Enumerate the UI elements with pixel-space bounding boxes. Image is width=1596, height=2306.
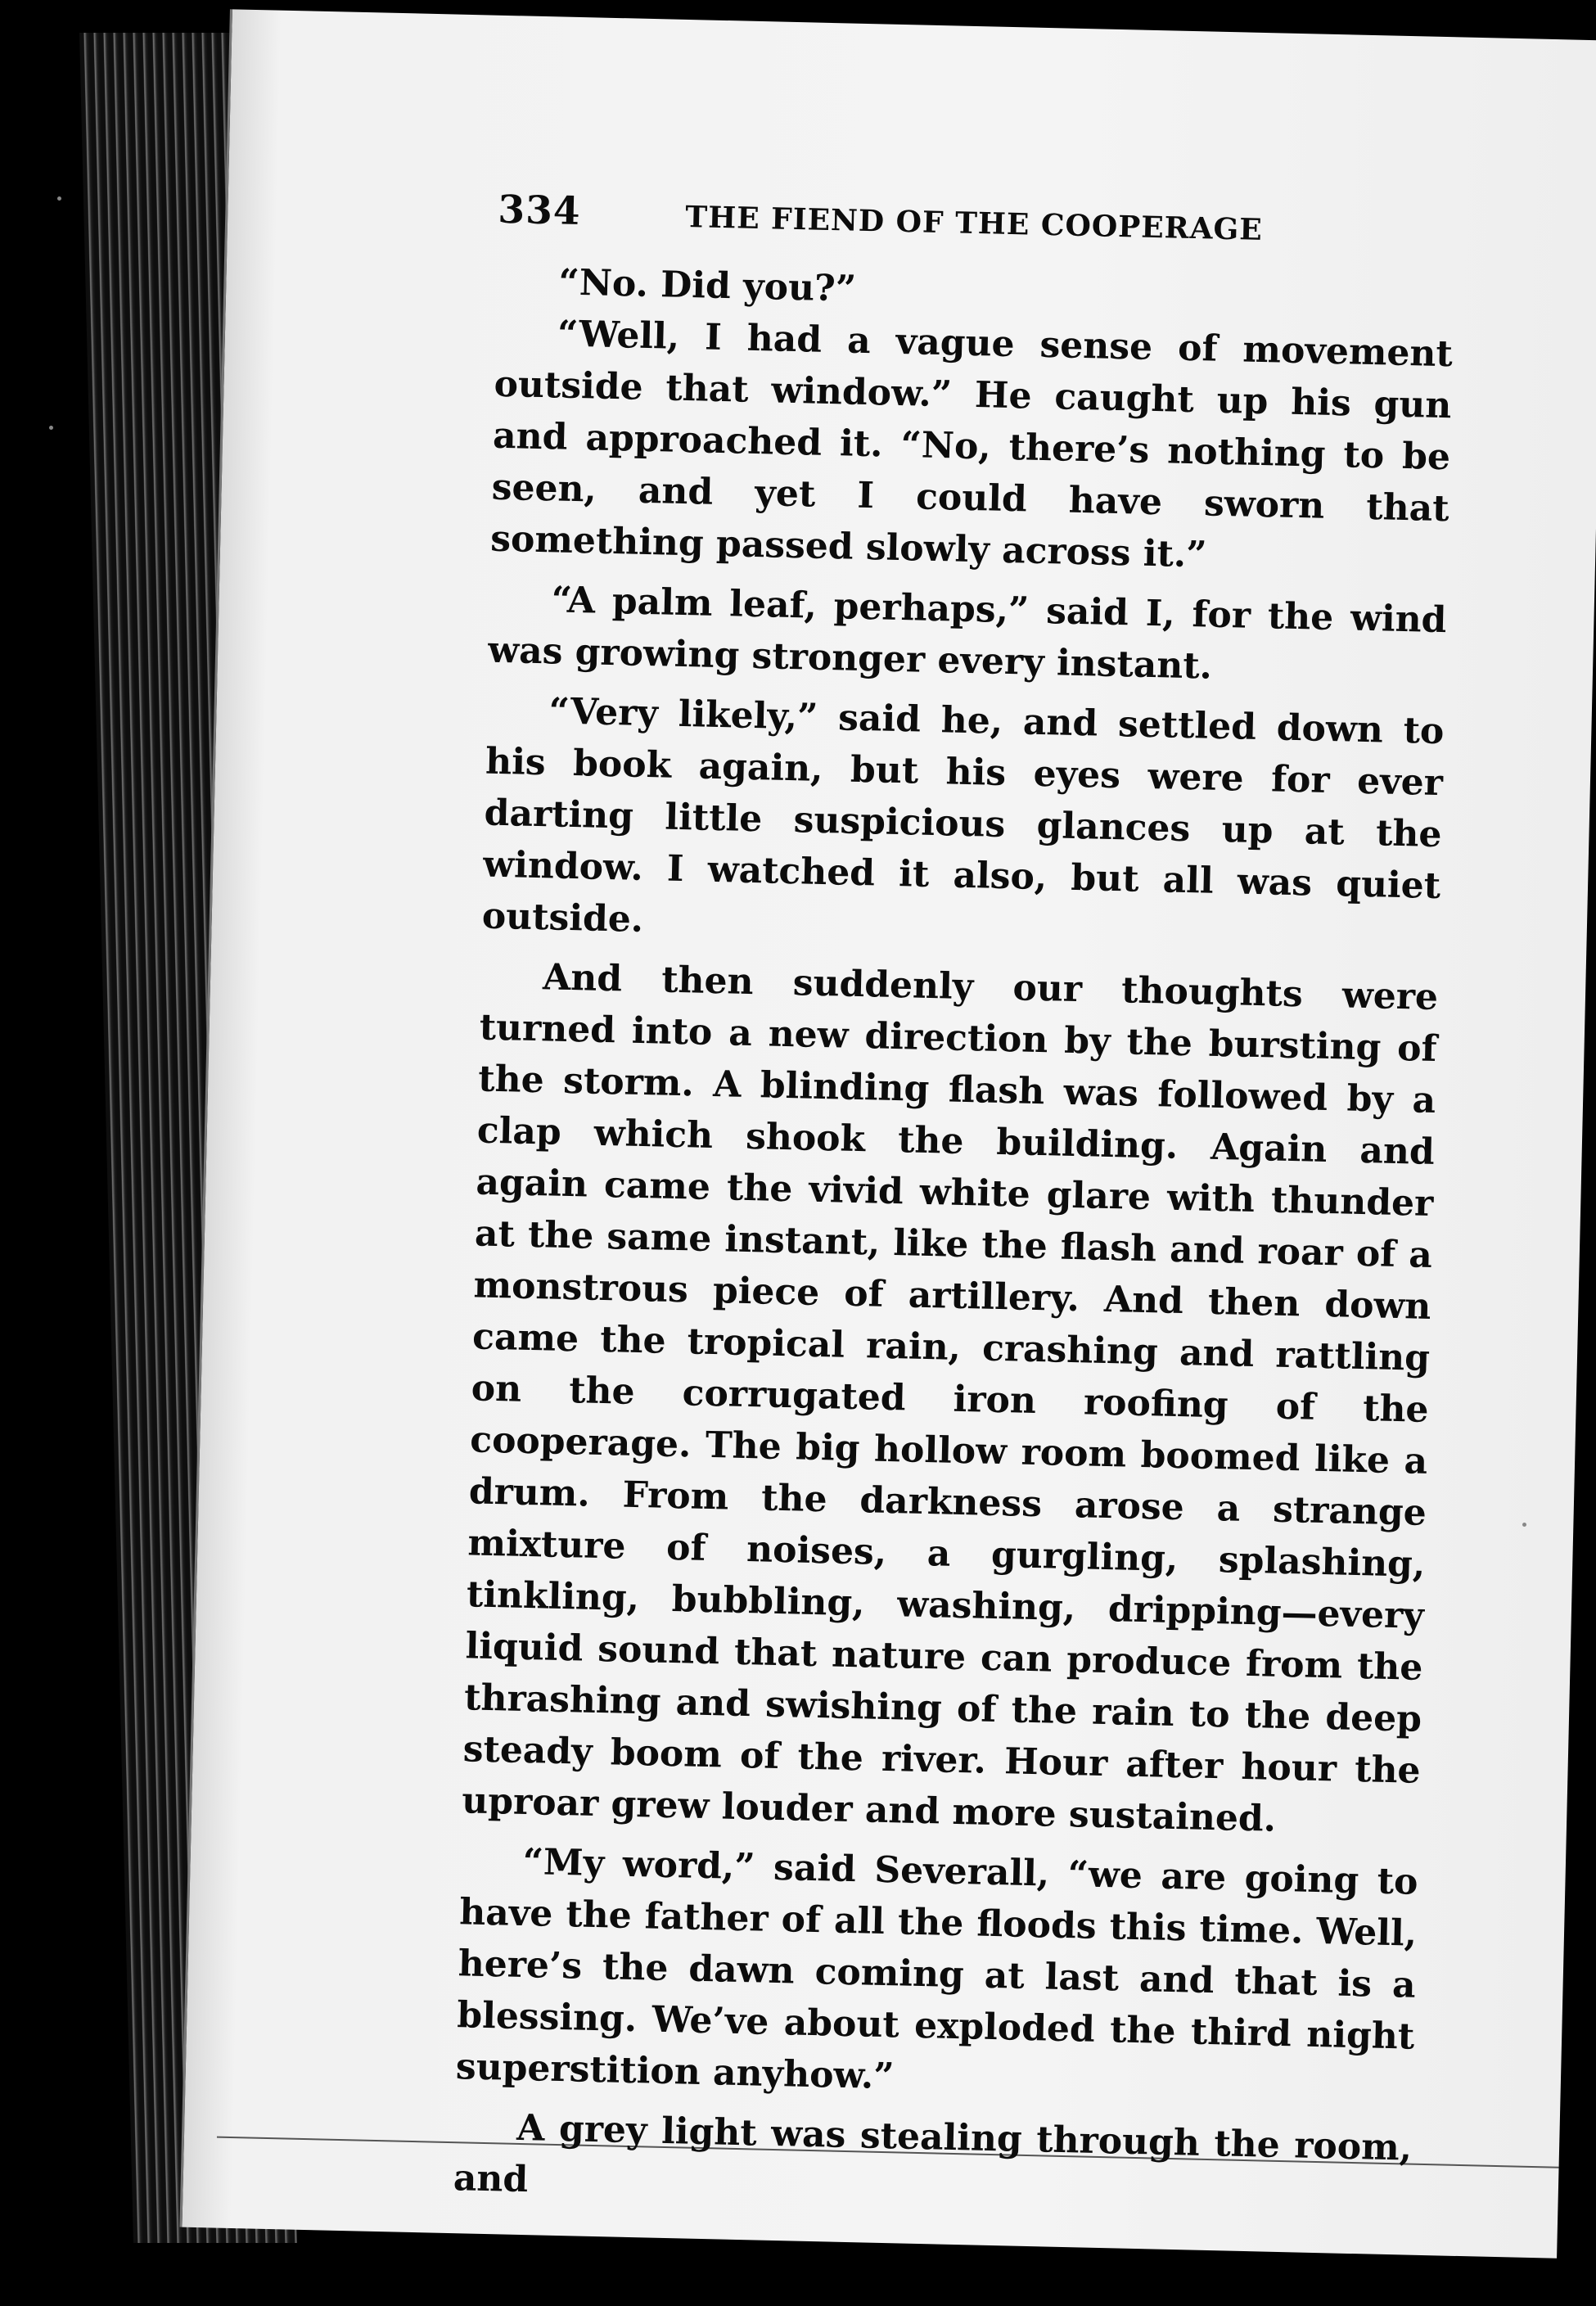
paragraph-2: “Well, I had a vague sense of movement outside that window.” He caught up his gun and approached it. “No, there’s nothing to be seen, and yet I could have sworn that something passed slowly across it.” xyxy=(489,313,1454,576)
scan-speck xyxy=(57,196,61,201)
paragraph-7: A grey light was stealing through the room, and xyxy=(453,2106,1413,2201)
scan-speck xyxy=(49,426,53,430)
running-title: THE FIEND OF THE COOPERAGE xyxy=(684,199,1264,247)
book-page xyxy=(179,9,1596,2258)
page-text-block xyxy=(453,187,1456,2234)
paragraph-1: “No. Did you?” xyxy=(557,261,857,310)
page-number: 334 xyxy=(497,187,582,235)
scan-speck xyxy=(1522,1523,1526,1527)
paragraph-6: “My word,” said Severall, “we are going to have the father of all the floods this time. Well, here’s the dawn coming at last and that is a blessing. We’ve about exploded the third night superstition anyhow.” xyxy=(455,1840,1419,2098)
running-head xyxy=(498,187,1456,255)
paragraph-4: “Very likely,” said he, and settled down to his book again, but his eyes were for ever darting little suspicious glances up at the window. I watched it also, but all was quiet outside. xyxy=(481,690,1445,941)
paragraph-3: “A palm leaf, perhaps,” said I, for the wind was growing stronger every instant. xyxy=(487,579,1447,688)
paragraph-5: And then suddenly our thoughts were turned into a new direction by the bursting of the storm. A blinding flash was followed by a clap which shook the building. Again and again came the vivid white glare with thunder at the same instant, like the flash and roar of a monstrous piece of artillery. And then down came the tropical rain, crashing and rattling on the corrugated iron roofing of the cooperage. The big hollow room boomed like a drum. From the darkness arose a strange mixture of noises, a gurgling, splashing, tinkling, bubbling, washing, dripping—every liquid sound that nature can produce from the thrashing and swishing of the rain to the deep steady boom of the river. Hour after hour the uproar grew louder and more sustained. xyxy=(461,956,1439,1840)
